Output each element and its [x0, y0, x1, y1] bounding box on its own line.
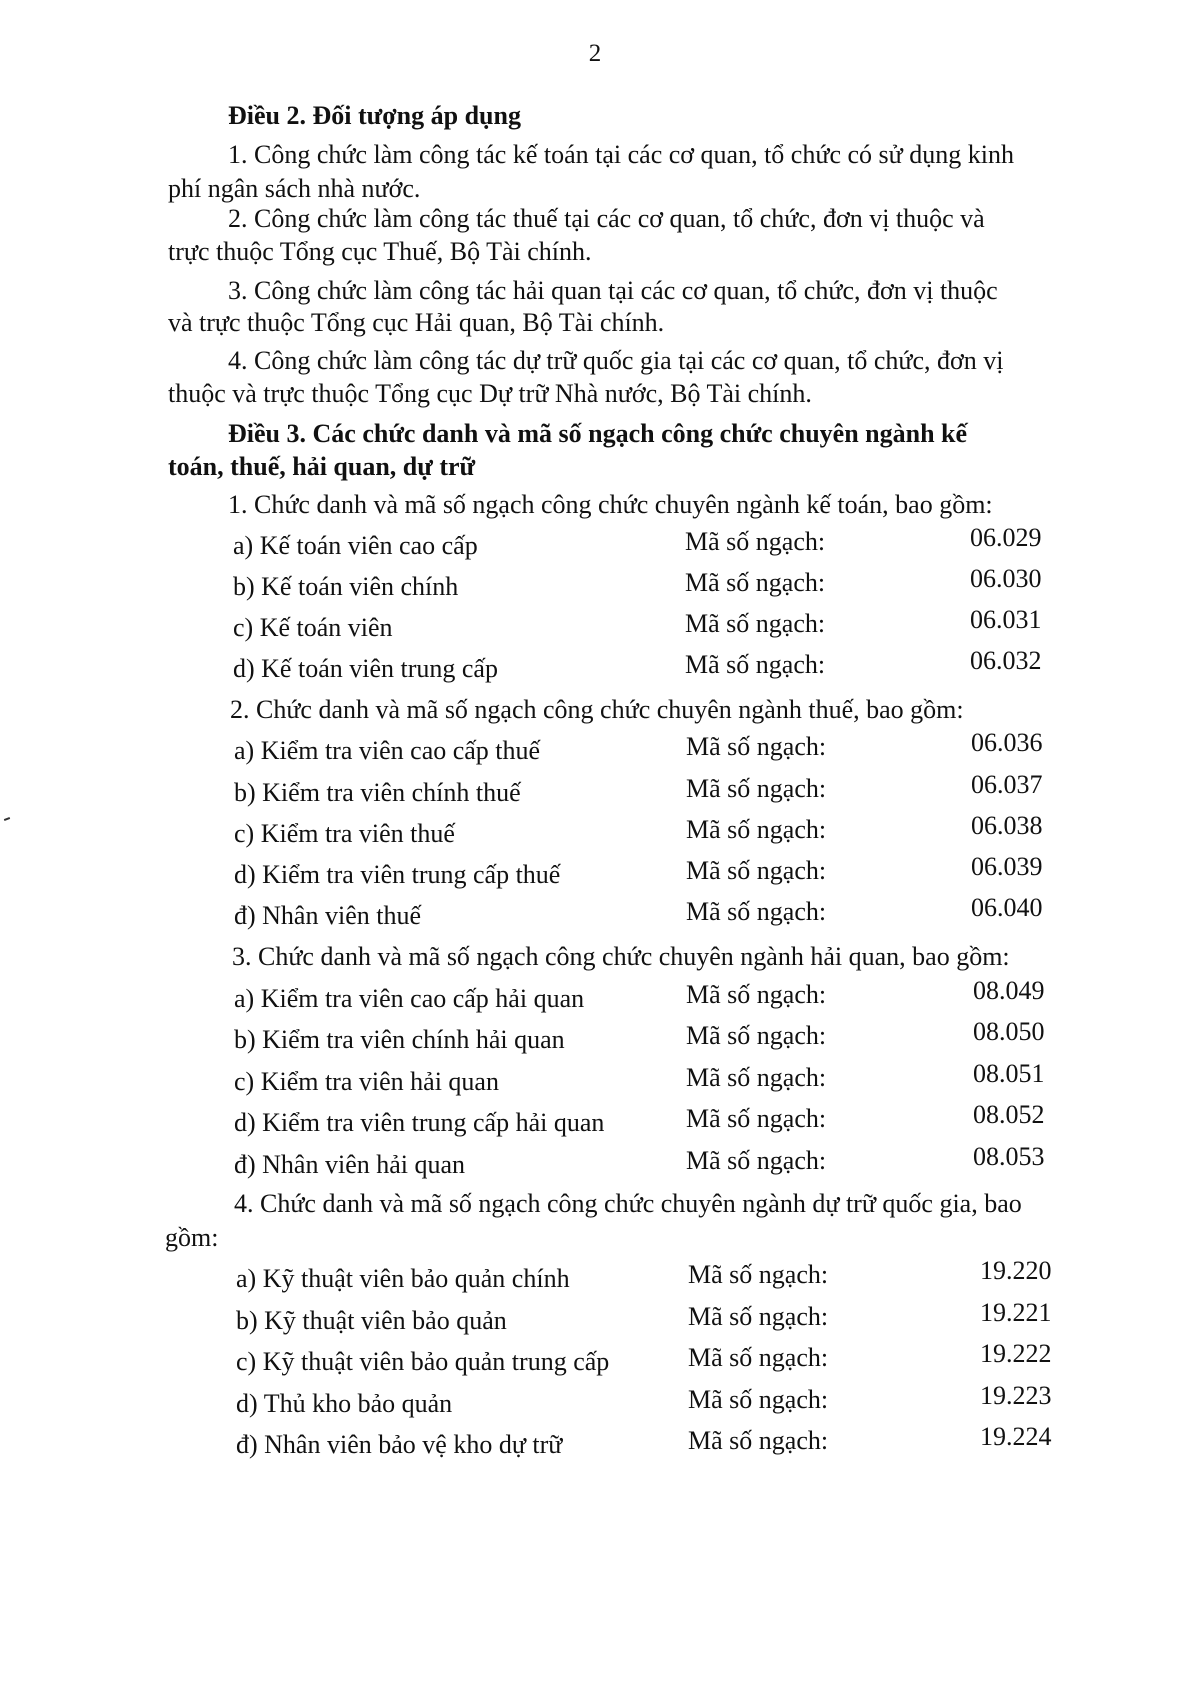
row-title: đ) Nhân viên bảo vệ kho dự trữ: [236, 1430, 563, 1459]
row-title: c) Kỹ thuật viên bảo quản trung cấp: [236, 1347, 610, 1376]
row-title: a) Kỹ thuật viên bảo quản chính: [236, 1264, 570, 1293]
row-code: 08.050: [973, 1017, 1045, 1046]
article-2-heading: Điều 2. Đối tượng áp dụng: [228, 101, 521, 130]
row-code-label: Mã số ngạch:: [685, 609, 826, 638]
row-code-label: Mã số ngạch:: [686, 732, 827, 761]
group-1-intro: 1. Chức danh và mã số ngạch công chức chuyên ngành kế toán, bao gồm:: [228, 490, 993, 519]
row-code-label: Mã số ngạch:: [686, 1063, 827, 1092]
row-code: 06.031: [970, 605, 1042, 634]
row-code: 08.049: [973, 976, 1045, 1005]
group-4-intro-line-2: gồm:: [165, 1223, 219, 1252]
row-code: 06.029: [970, 523, 1042, 552]
group-2-intro: 2. Chức danh và mã số ngạch công chức chuyên ngành thuế, bao gồm:: [230, 695, 964, 724]
row-code: 19.220: [980, 1256, 1052, 1285]
row-code: 19.222: [980, 1339, 1052, 1368]
page-number: 2: [588, 40, 602, 67]
article-3-heading-line-1: Điều 3. Các chức danh và mã số ngạch công chức chuyên ngành kế: [228, 419, 968, 448]
row-code-label: Mã số ngạch:: [686, 815, 827, 844]
row-code: 06.036: [971, 728, 1043, 757]
row-code-label: Mã số ngạch:: [688, 1302, 829, 1331]
row-code: 08.052: [973, 1100, 1045, 1129]
article-2-item-2-line-2: trực thuộc Tổng cục Thuế, Bộ Tài chính.: [168, 237, 592, 266]
row-code-label: Mã số ngạch:: [686, 1021, 827, 1050]
article-3-heading-line-2: toán, thuế, hải quan, dự trữ: [168, 452, 476, 481]
row-title: b) Kiểm tra viên chính thuế: [234, 778, 521, 807]
article-2-item-4-line-1: 4. Công chức làm công tác dự trữ quốc gia tại các cơ quan, tổ chức, đơn vị: [228, 346, 1004, 375]
article-2-item-1-line-2: phí ngân sách nhà nước.: [168, 174, 421, 203]
row-title: d) Kế toán viên trung cấp: [233, 654, 498, 683]
row-title: a) Kiểm tra viên cao cấp thuế: [234, 736, 541, 765]
row-code-label: Mã số ngạch:: [686, 1104, 827, 1133]
row-code-label: Mã số ngạch:: [685, 527, 826, 556]
row-code-label: Mã số ngạch:: [685, 650, 826, 679]
row-title: a) Kiểm tra viên cao cấp hải quan: [234, 984, 585, 1013]
row-code: 06.030: [970, 564, 1042, 593]
row-code: 06.037: [971, 770, 1043, 799]
article-2-item-3-line-2: và trực thuộc Tổng cục Hải quan, Bộ Tài chính.: [168, 308, 665, 337]
row-code: 06.040: [971, 893, 1043, 922]
row-code: 06.032: [970, 646, 1042, 675]
row-code: 06.039: [971, 852, 1043, 881]
article-2-item-3-line-1: 3. Công chức làm công tác hải quan tại các cơ quan, tổ chức, đơn vị thuộc: [228, 276, 998, 305]
row-code-label: Mã số ngạch:: [688, 1260, 829, 1289]
row-code: 08.051: [973, 1059, 1045, 1088]
row-code-label: Mã số ngạch:: [685, 568, 826, 597]
row-title: b) Kiểm tra viên chính hải quan: [234, 1025, 565, 1054]
row-title: c) Kiểm tra viên hải quan: [234, 1067, 499, 1096]
article-2-item-2-line-1: 2. Công chức làm công tác thuế tại các cơ quan, tổ chức, đơn vị thuộc và: [228, 204, 985, 233]
row-code: 19.224: [980, 1422, 1052, 1451]
row-title: c) Kế toán viên: [233, 613, 393, 642]
row-title: b) Kỹ thuật viên bảo quản: [236, 1306, 507, 1335]
row-title: d) Kiểm tra viên trung cấp hải quan: [234, 1108, 605, 1137]
article-2-item-4-line-2: thuộc và trực thuộc Tổng cục Dự trữ Nhà nước, Bộ Tài chính.: [168, 379, 812, 408]
row-code-label: Mã số ngạch:: [688, 1343, 829, 1372]
row-code-label: Mã số ngạch:: [686, 897, 827, 926]
row-code: 08.053: [973, 1142, 1045, 1171]
row-title: đ) Nhân viên hải quan: [234, 1150, 466, 1179]
row-title: d) Thủ kho bảo quản: [236, 1389, 453, 1418]
scan-speck: [4, 817, 10, 821]
row-code-label: Mã số ngạch:: [686, 1146, 827, 1175]
row-code: 06.038: [971, 811, 1043, 840]
row-title: đ) Nhân viên thuế: [234, 901, 422, 930]
group-4-intro: 4. Chức danh và mã số ngạch công chức chuyên ngành dự trữ quốc gia, bao: [234, 1189, 1022, 1218]
row-title: a) Kế toán viên cao cấp: [233, 531, 478, 560]
row-code-label: Mã số ngạch:: [686, 980, 827, 1009]
row-title: b) Kế toán viên chính: [233, 572, 459, 601]
row-code-label: Mã số ngạch:: [688, 1385, 829, 1414]
row-code: 19.223: [980, 1381, 1052, 1410]
row-code-label: Mã số ngạch:: [686, 774, 827, 803]
article-2-item-1-line-1: 1. Công chức làm công tác kế toán tại các cơ quan, tổ chức có sử dụng kinh: [228, 140, 1014, 169]
row-code-label: Mã số ngạch:: [686, 856, 827, 885]
row-title: d) Kiểm tra viên trung cấp thuế: [234, 860, 561, 889]
group-3-intro: 3. Chức danh và mã số ngạch công chức chuyên ngành hải quan, bao gồm:: [232, 942, 1010, 971]
row-title: c) Kiểm tra viên thuế: [234, 819, 455, 848]
row-code: 19.221: [980, 1298, 1052, 1327]
row-code-label: Mã số ngạch:: [688, 1426, 829, 1455]
